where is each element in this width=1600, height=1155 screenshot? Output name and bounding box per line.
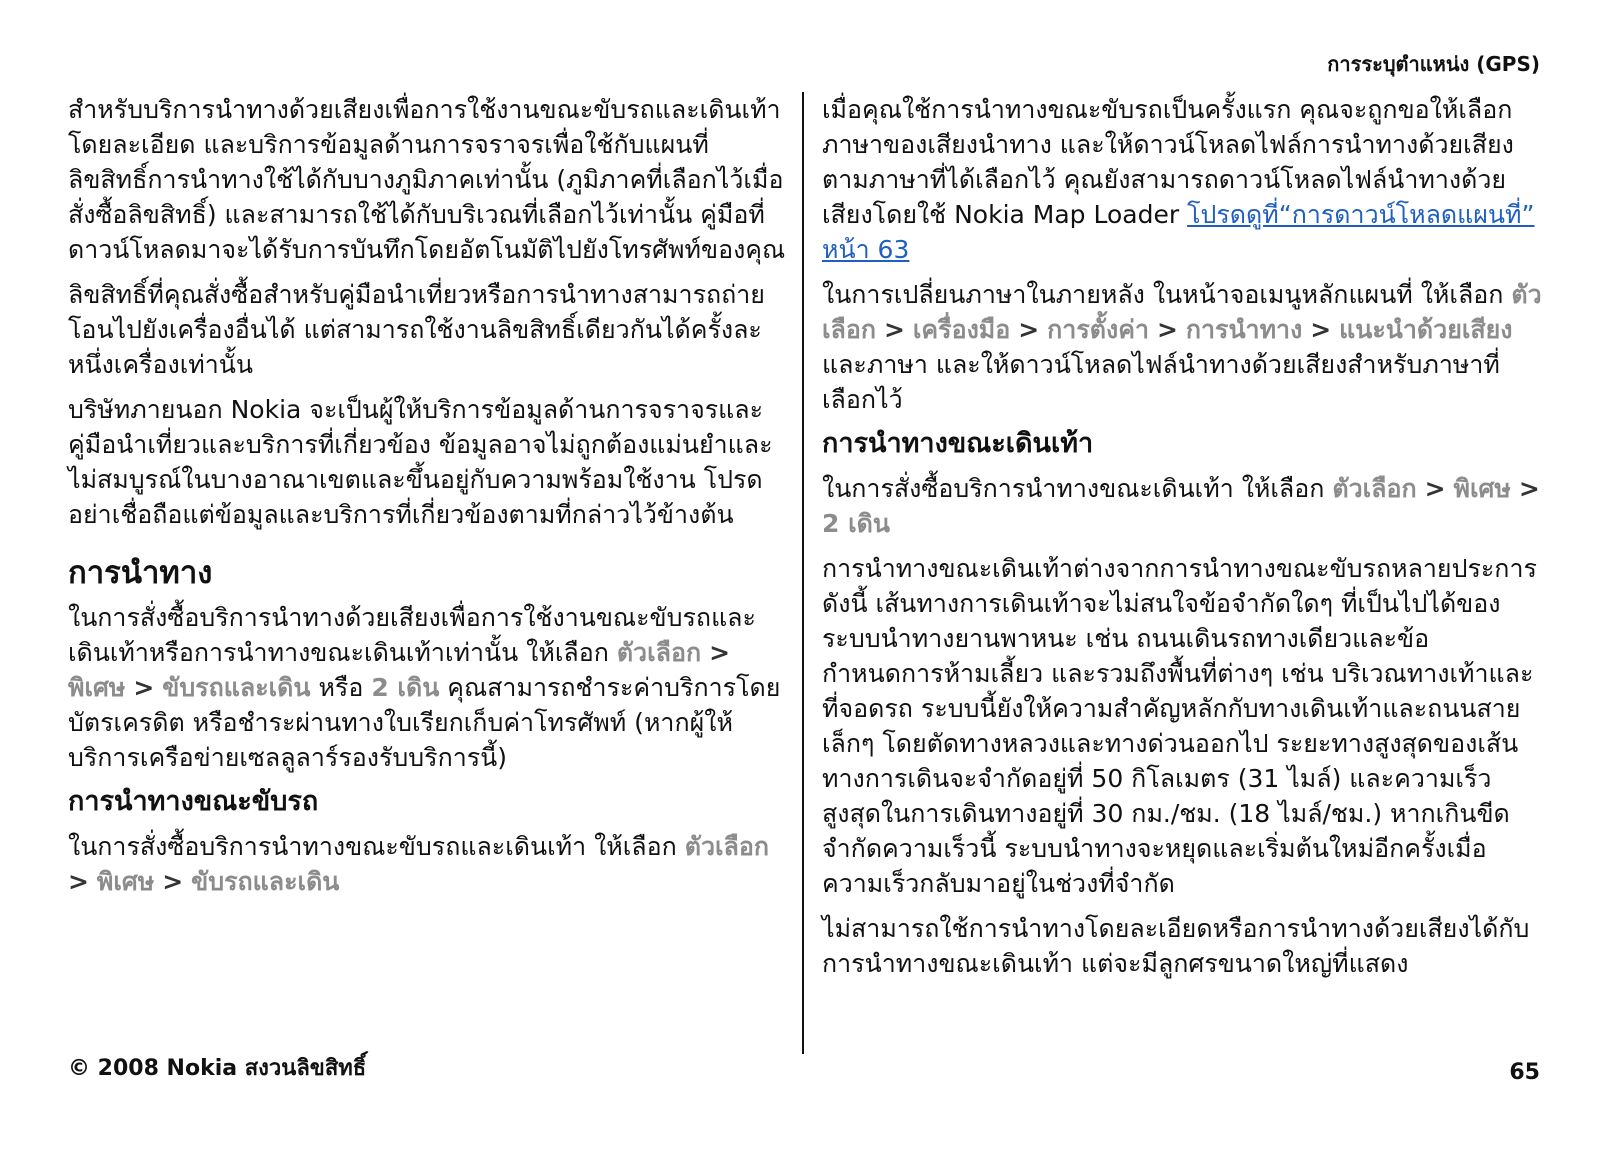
paragraph-order-navigation (68, 600, 788, 775)
paragraph-third-party: บริษัทภายนอก Nokia จะเป็นผู้ให้บริการข้อมูลด้านการจราจรและคู่มือนำเที่ยวและบริการที่เกี่ยวข้อง ข้อมูลอาจไม่ถูกต้องแม่นยำและไม่สมบูรณ์ในบางอาณาเขตและขึ้นอยู่กับความพร้อมใช้งาน โปรดอย่าเชื่อถือแต่ข้อมูลและบริการที่เกี่ยวข้องตามที่กล่าวไว้ข้างต้น (68, 395, 773, 529)
menu-separator: > (1518, 474, 1540, 503)
heading-walk-navigation: การนำทางขณะเดินเท้า (822, 428, 1094, 459)
menu-path-options: ตัวเลือก (616, 638, 702, 667)
link-download-maps[interactable]: โปรดดูที่“การดาวน์โหลดแผนที่” หน้า 63 (822, 200, 1535, 264)
text: คุณสามารถชำระค่าบริการโดยบัตรเครดิต หรือชำระผ่านทางใบเรียกเก็บค่าโทรศัพท์ (หากผู้ให้บริการเครือข่ายเซลลูลาร์รองรับบริการนี้) (68, 673, 781, 772)
menu-path-extras: พิเศษ (96, 867, 155, 896)
menu-path-walk: 2 เดิน (822, 509, 890, 538)
right-column (822, 92, 1544, 991)
menu-separator: > (709, 638, 731, 667)
menu-path-extras: พิเศษ (68, 673, 126, 702)
menu-path-walk: 2 เดิน (371, 673, 440, 702)
menu-separator: > (1156, 315, 1178, 344)
heading-navigation: การนำทาง (68, 555, 213, 591)
menu-separator: > (1424, 474, 1446, 503)
text: และภาษา และให้ดาวน์โหลดไฟล์นำทางด้วยเสียงสำหรับภาษาที่เลือกไว้ (822, 350, 1500, 414)
text: ในการสั่งซื้อบริการนำทางด้วยเสียงเพื่อการใช้งานขณะขับรถและเดินเท้าหรือการนำทางขณะเดินเท้าเท่านั้น ให้เลือก (68, 603, 756, 667)
paragraph-order-walk (822, 471, 1544, 541)
section-header: การระบุตำแหน่ง (GPS) (1327, 52, 1540, 76)
paragraph-license-transfer: ลิขสิทธิ์ที่คุณสั่งซื้อสำหรับคู่มือนำเที่ยวหรือการนำทางสามารถถ่ายโอนไปยังเครื่องอื่นได้ แต่สามารถใช้งานลิขสิทธิ์เดียวกันได้ครั้งละหนึ่งเครื่องเท่านั้น (68, 280, 765, 379)
menu-path-drive-walk: ขับรถและเดิน (191, 867, 340, 896)
menu-path-options: ตัวเลือก (822, 280, 1542, 344)
menu-path-extras: พิเศษ (1453, 474, 1511, 503)
left-column (68, 92, 788, 909)
menu-path-navigation: การนำทาง (1185, 315, 1303, 344)
paragraph-walk-differences: การนำทางขณะเดินเท้าต่างจากการนำทางขณะขับรถหลายประการ ดังนี้ เส้นทางการเดินเท้าจะไม่สนใจข้อจำกัดใดๆ ที่เป็นไปได้ของระบบนำทางยานพาหนะ เช่น ถนนเดินรถทางเดียวและข้อกำหนดการห้ามเลี้ยว และรวมถึงพื้นที่ต่างๆ เช่น บริเวณทางเท้าและที่จอดรถ ระบบนี้ยังให้ความสำคัญหลักกับทางเดินเท้าและถนนสายเล็กๆ โดยตัดทางหลวงและทางด่วนออกไป ระยะทางสูงสุดของเส้นทางการเดินจะจำกัดอยู่ที่ 50 กิโลเมตร (31 ไมล์) และความเร็วสูงสุดในการเดินทางอยู่ที่ 30 กม./ชม. (18 ไมล์/ชม.) หากเกินขีดจำกัดความเร็วนี้ ระบบนำทางจะหยุดและเริ่มต้นใหม่อีกครั้งเมื่อความเร็วกลับมาอยู่ในช่วงที่จำกัด (822, 554, 1537, 898)
menu-separator: > (1310, 315, 1332, 344)
heading-drive-navigation: การนำทางขณะขับรถ (68, 786, 319, 817)
menu-path-drive-walk: ขับรถและเดิน (162, 673, 311, 702)
text-or: หรือ (318, 673, 364, 702)
column-divider (802, 92, 804, 1054)
paragraph-license-info: สำหรับบริการนำทางด้วยเสียงเพื่อการใช้งานขณะขับรถและเดินเท้าโดยละเอียด และบริการข้อมูลด้านการจราจรเพื่อใช้กับแผนที่ ลิขสิทธิ์การนำทางใช้ได้กับบางภูมิภาคเท่านั้น (ภูมิภาคที่เลือกไว้เมื่อสั่งซื้อลิขสิทธิ์) และสามารถใช้ได้กับบริเวณที่เลือกไว้เท่านั้น คู่มือที่ดาวน์โหลดมาจะได้รับการบันทึกโดยอัตโนมัติไปยังโทรศัพท์ของคุณ (68, 95, 786, 264)
menu-separator: > (162, 867, 184, 896)
paragraph-walk-limitations: ไม่สามารถใช้การนำทางโดยละเอียดหรือการนำทางด้วยเสียงได้กับการนำทางขณะเดินเท้า แต่จะมีลูกศรขนาดใหญ่ที่แสดง (822, 914, 1530, 978)
text: ในการสั่งซื้อบริการนำทางขณะขับรถและเดินเท้า ให้เลือก (68, 832, 677, 861)
paragraph-order-drive (68, 829, 788, 899)
menu-path-settings: การตั้งค่า (1047, 315, 1149, 344)
paragraph-change-language (822, 277, 1544, 417)
page-number: 65 (1509, 1060, 1540, 1085)
footer-copyright: © 2008 Nokia สงวนลิขสิทธิ์ (68, 1056, 367, 1081)
menu-path-options: ตัวเลือก (684, 832, 770, 861)
menu-path-voice-guidance: แนะนำด้วยเสียง (1339, 315, 1513, 344)
text: ในการสั่งซื้อบริการนำทางขณะเดินเท้า ให้เลือก (822, 474, 1325, 503)
menu-separator: > (883, 315, 905, 344)
paragraph-first-use (822, 92, 1544, 267)
text: เมื่อคุณใช้การนำทางขณะขับรถเป็นครั้งแรก คุณจะถูกขอให้เลือกภาษาของเสียงนำทาง และให้ดาวน์โหลดไฟล์การนำทางด้วยเสียงตามภาษาที่ได้เลือกไว้ คุณยังสามารถดาวน์โหลดไฟล์นำทางด้วยเสียงโดยใช้ Nokia Map Loader (822, 95, 1514, 229)
menu-separator: > (68, 867, 89, 896)
menu-separator: > (133, 673, 155, 702)
text: ในการเปลี่ยนภาษาในภายหลัง ในหน้าจอเมนูหลักแผนที่ ให้เลือก (822, 280, 1504, 309)
menu-path-tools: เครื่องมือ (912, 315, 1011, 344)
menu-separator: > (1018, 315, 1040, 344)
menu-path-options: ตัวเลือก (1332, 474, 1417, 503)
